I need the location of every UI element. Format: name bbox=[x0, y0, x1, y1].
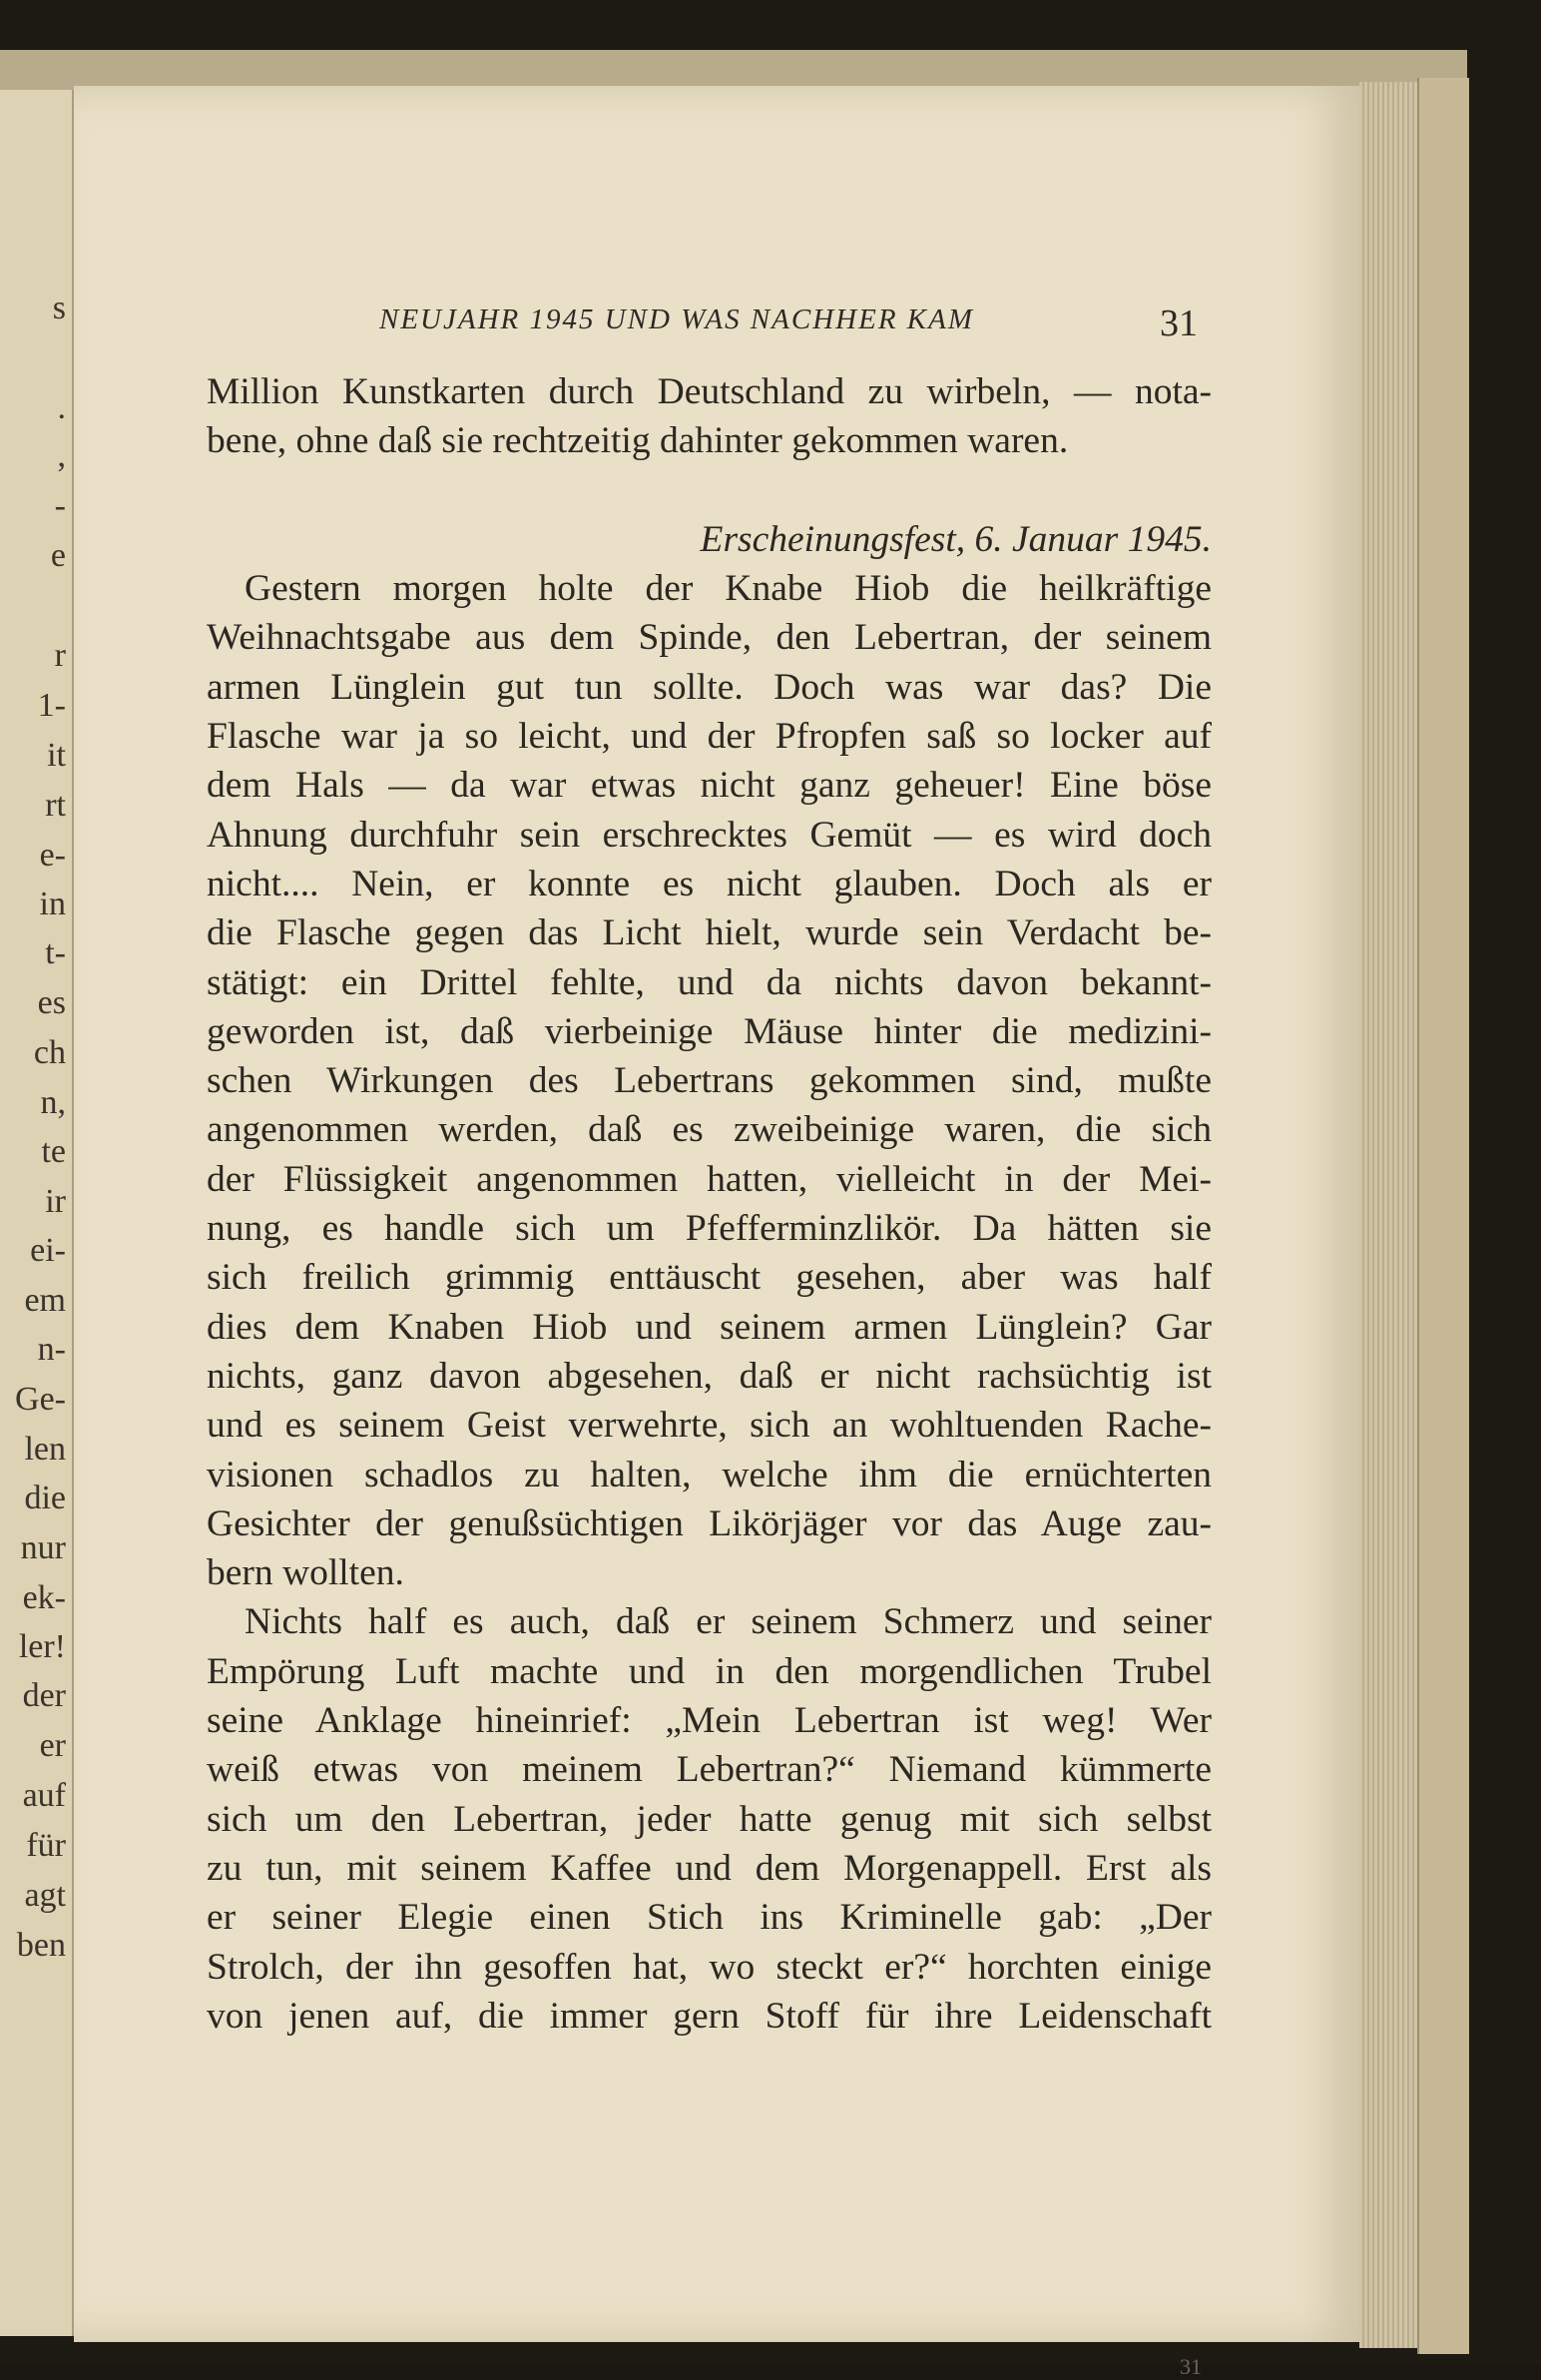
previous-page-fragment: in bbox=[39, 886, 66, 922]
previous-page-fragment: er bbox=[39, 1727, 66, 1764]
previous-page-fragment: auf bbox=[22, 1777, 66, 1814]
previous-page-fragment: r bbox=[54, 637, 66, 674]
previous-page-fragment: ch bbox=[33, 1034, 66, 1071]
previous-page-fragment: rt bbox=[45, 787, 66, 824]
previous-page-fragment: für bbox=[26, 1827, 66, 1864]
text-line: sich freilich grimmig enttäuscht gesehen, aber was half bbox=[207, 1257, 1212, 1299]
previous-page-fragment: - bbox=[54, 487, 66, 524]
text-line: der Flüssigkeit angenommen hatten, vielleicht in der Mei- bbox=[207, 1158, 1212, 1200]
text-line: und es seinem Geist verwehrte, sich an wohltuenden Rache- bbox=[207, 1405, 1212, 1447]
previous-page-fragment: der bbox=[22, 1677, 66, 1714]
text-line: nung, es handle sich um Pfefferminzlikör. Da hätten sie bbox=[207, 1208, 1212, 1250]
previous-page-fragment: ei- bbox=[30, 1232, 66, 1269]
previous-page-fragment: e- bbox=[39, 837, 66, 874]
body-text bbox=[207, 367, 1212, 2041]
text-line: stätigt: ein Drittel fehlte, und da nichts davon bekannt- bbox=[207, 961, 1212, 1003]
previous-page-fragment: agt bbox=[24, 1877, 66, 1914]
text-line: nicht.... Nein, er konnte es nicht glauben. Doch als er bbox=[207, 863, 1212, 904]
book-cover-edge bbox=[1417, 78, 1469, 2354]
text-line: geworden ist, daß vierbeinige Mäuse hinter die medizini- bbox=[207, 1010, 1212, 1052]
section-gap bbox=[207, 466, 1212, 515]
previous-page-fragment: ir bbox=[45, 1183, 66, 1220]
text-line: sich um den Lebertran, jeder hatte genug mit sich selbst bbox=[207, 1798, 1212, 1840]
running-head: NEUJAHR 1945 UND WAS NACHHER KAM bbox=[379, 303, 974, 335]
text-line: Nichts half es auch, daß er seinem Schmerz und seiner bbox=[245, 1601, 1212, 1643]
page-number: 31 bbox=[1160, 302, 1198, 344]
text-line: er seiner Elegie einen Stich ins Kriminelle gab: „Der bbox=[207, 1897, 1212, 1939]
text-line: dies dem Knaben Hiob und seinem armen Lünglein? Gar bbox=[207, 1306, 1212, 1348]
previous-page-fragment: len bbox=[24, 1431, 66, 1468]
text-line: Strolch, der ihn gesoffen hat, wo steckt er?“ horchten einige bbox=[207, 1946, 1212, 1988]
previous-page-fragment: nur bbox=[20, 1529, 66, 1566]
previous-page-fragment: ben bbox=[16, 1927, 66, 1964]
previous-page-fragment: n, bbox=[40, 1084, 66, 1121]
text-line: Gesichter der genußsüchtigen Likörjäger vor das Auge zau- bbox=[207, 1502, 1212, 1544]
previous-page-fragment: te bbox=[41, 1133, 66, 1170]
dateline: Erscheinungsfest, 6. Januar 1945. bbox=[700, 518, 1212, 560]
text-line: angenommen werden, daß es zweibeinige waren, die sich bbox=[207, 1109, 1212, 1151]
previous-page-fragment: die bbox=[24, 1480, 66, 1516]
previous-page-fragment: e bbox=[50, 537, 66, 574]
text-line: Flasche war ja so leicht, und der Pfropfen saß so locker auf bbox=[207, 716, 1212, 758]
page-edges bbox=[1359, 82, 1419, 2348]
previous-page-strip bbox=[0, 90, 74, 2336]
previous-page-fragment: es bbox=[37, 984, 66, 1021]
text-line: visionen schadlos zu halten, welche ihm die ernüchterten bbox=[207, 1454, 1212, 1495]
text-line: armen Lünglein gut tun sollte. Doch was war das? Die bbox=[207, 666, 1212, 708]
text-line: Gestern morgen holte der Knabe Hiob die heilkräftige bbox=[245, 568, 1212, 610]
text-line: Ahnung durchfuhr sein erschrecktes Gemüt — es wird doch bbox=[207, 814, 1212, 856]
text-line: nichts, ganz davon abgesehen, daß er nicht rachsüchtig ist bbox=[207, 1355, 1212, 1397]
previous-page-fragment: . bbox=[57, 389, 66, 426]
text-line: Million Kunstkarten durch Deutschland zu wirbeln, — nota- bbox=[207, 371, 1212, 412]
previous-page-fragment: 1- bbox=[37, 687, 66, 724]
text-line: zu tun, mit seinem Kaffee und dem Morgenappell. Erst als bbox=[207, 1847, 1212, 1889]
text-line: Weihnachtsgabe aus dem Spinde, den Lebertran, der seinem bbox=[207, 617, 1212, 659]
previous-page-fragment: Ge- bbox=[15, 1381, 66, 1418]
text-line: von jenen auf, die immer gern Stoff für ihre Leidenschaft bbox=[207, 1995, 1212, 2037]
book-page bbox=[74, 86, 1361, 2379]
previous-page-fragment: n- bbox=[37, 1331, 66, 1368]
signature-mark: 31 bbox=[1180, 2354, 1202, 2379]
previous-page-fragment: em bbox=[24, 1282, 66, 1319]
text-line: die Flasche gegen das Licht hielt, wurde sein Verdacht be- bbox=[207, 912, 1212, 954]
previous-page-fragment: s bbox=[52, 290, 66, 326]
text-line: schen Wirkungen des Lebertrans gekommen sind, mußte bbox=[207, 1060, 1212, 1102]
previous-page-fragment: it bbox=[47, 737, 66, 774]
text-line: bene, ohne daß sie rechtzeitig dahinter gekommen waren. bbox=[207, 420, 1069, 462]
text-line: dem Hals — da war etwas nicht ganz geheuer! Eine böse bbox=[207, 765, 1212, 807]
text-line: seine Anklage hineinrief: „Mein Lebertran ist weg! Wer bbox=[207, 1700, 1212, 1742]
previous-page-fragment: t- bbox=[45, 934, 66, 971]
previous-page-fragment: ler! bbox=[18, 1628, 66, 1665]
previous-page-fragment: , bbox=[57, 437, 66, 474]
text-line: bern wollten. bbox=[207, 1552, 404, 1594]
text-line: weiß etwas von meinem Lebertran?“ Niemand kümmerte bbox=[207, 1749, 1212, 1791]
text-line: Empörung Luft machte und in den morgendlichen Trubel bbox=[207, 1650, 1212, 1692]
previous-page-fragment: ek- bbox=[22, 1579, 66, 1616]
